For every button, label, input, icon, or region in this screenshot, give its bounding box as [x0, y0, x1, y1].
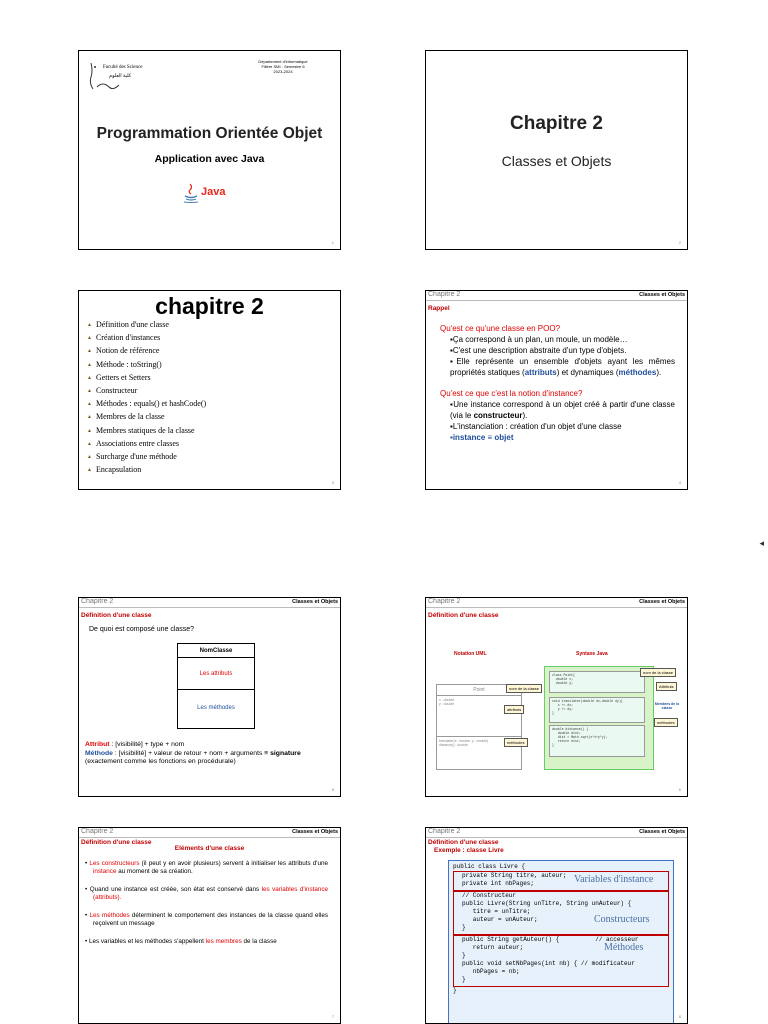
- arrow-left-icon: ◂: [759, 538, 764, 548]
- page-number: 5: [331, 787, 334, 792]
- uml-notation-label: Notation UML: [454, 651, 487, 657]
- slide-header: [426, 828, 687, 838]
- header-topic: Classes et Objets: [639, 829, 685, 835]
- bullet: ▪instance ≡ objet: [450, 433, 514, 442]
- method-label: Méthode: [85, 749, 113, 757]
- list-item: ▲ Associations entre classes: [87, 438, 206, 451]
- callout-attributes: attributs: [504, 705, 524, 714]
- annotation-constructors: Constructeurs: [594, 914, 650, 925]
- code-line: public Livre(String unTitre, String unAuteur) {: [462, 900, 632, 907]
- instance-variables-group: [453, 871, 669, 891]
- java-syntax-label: Syntaxe Java: [576, 651, 608, 657]
- bullet: ▪Ça correspond à un plan, un moule, un modèle…: [450, 335, 628, 344]
- uml-attributes: Les attributs: [178, 658, 254, 690]
- code-line: nbPages = nb;: [462, 968, 520, 975]
- code-line: public String getAuteur() { // accesseur: [462, 936, 639, 943]
- page-number: 7: [331, 1014, 334, 1019]
- slide-7: [78, 827, 341, 1024]
- bullet-text: ▪Elle représente un ensemble d'objets ayant les mêmes propriétés statiques (: [450, 357, 675, 377]
- callout-methods: méthodes: [504, 738, 528, 747]
- methods-group: [453, 935, 669, 987]
- list-item: ▲ Méthodes : equals() et hashCode(): [87, 398, 206, 411]
- slide-2: [425, 50, 688, 250]
- dept-line: Filière SMI - Semestre 6: [261, 64, 305, 69]
- outline-list: [87, 319, 206, 477]
- department-info: [238, 59, 328, 74]
- attribute-definition: [85, 741, 334, 750]
- paragraph: • Les constructeurs (il peut y en avoir plusieurs) servent à initialiser les attributs d'une instance au moment de sa création.: [85, 860, 328, 875]
- code-line: auteur = unAuteur;: [462, 916, 538, 923]
- header-topic: Classes et Objets: [292, 829, 338, 835]
- faculty-name: Faculté des Science: [103, 65, 143, 70]
- outline-title: chapitre 2: [155, 293, 264, 319]
- uml-methods: Les méthodes: [197, 705, 235, 711]
- paragraph-text: Quand une instance est créée, son état est conservé dans: [89, 886, 262, 893]
- keyword-attributs: attributs: [524, 368, 557, 377]
- code-line: private String titre, auteur;: [462, 872, 567, 879]
- faculty-name-arabic: كلية العلوم: [109, 74, 132, 79]
- slide-4: [425, 290, 688, 490]
- definition-text: [85, 741, 334, 767]
- list-item: ▲ Membres de la classe: [87, 411, 206, 424]
- header-chapter: Chapitre 2: [81, 828, 114, 835]
- annotation-methods: Méthodes: [604, 942, 644, 953]
- uml-class-name: NomClasse: [178, 644, 254, 658]
- section-title: Rappel: [428, 305, 450, 312]
- bullet-text: ▪Une instance correspond à un objet créé à partir d'une classe (via le: [450, 400, 675, 420]
- java-logo-text: Java: [201, 186, 226, 198]
- code-closing: }: [453, 987, 457, 994]
- question: Qu'est ce qu'une classe en POO?: [440, 324, 561, 333]
- callout-class-name-java: nom de la classe: [640, 668, 676, 677]
- list-item: ▲ Membres statiques de la classe: [87, 425, 206, 438]
- paragraph: • Les variables et les méthodes s'appellent les membres de la classe: [85, 938, 277, 945]
- highlight: les variables d'instance (attributs).: [93, 886, 328, 901]
- slide-header: [79, 598, 340, 608]
- highlight: les membres: [205, 938, 242, 945]
- course-subtitle: Application avec Java: [154, 153, 265, 165]
- list-item: ▲ Notion de référence: [87, 345, 206, 358]
- code-line: return auteur;: [462, 944, 524, 951]
- callout-members: Membres de la classe: [654, 702, 680, 710]
- dept-line: Département d'informatique: [258, 59, 308, 64]
- signature-keyword: signature: [270, 749, 301, 757]
- section-title: Définition d'une classe: [81, 612, 152, 619]
- code-line: }: [462, 952, 466, 959]
- code-line: public void setNbPages(int nb) { // modificateur: [462, 960, 635, 967]
- header-topic: Classes et Objets: [639, 292, 685, 298]
- highlight: instance: [93, 868, 117, 875]
- question: De quoi est composé une classe?: [89, 626, 195, 633]
- keyword-constructeur: constructeur: [473, 411, 523, 420]
- attribute-text: : [visibilité] + type + nom: [109, 741, 185, 748]
- code-line: private int nbPages;: [462, 880, 535, 887]
- java-logo: [183, 181, 243, 205]
- constructors-group: [453, 891, 669, 935]
- slide-body: [85, 860, 328, 956]
- chapter-subtitle: Classes et Objets: [501, 153, 612, 169]
- chapter-title: Chapitre 2: [510, 113, 603, 134]
- page-number: 3: [331, 480, 334, 485]
- bullet: [440, 356, 675, 378]
- page-number: 4: [678, 480, 681, 485]
- java-cup-icon: [183, 183, 199, 203]
- question: Qu'est ce que c'est la notion d'instance?: [440, 389, 583, 398]
- keyword-methodes: méthodes: [618, 368, 657, 377]
- paragraph: • Quand une instance est créée, son état est conservé dans les variables d'instance (attributs).: [85, 886, 328, 901]
- callout-methods-java: méthodes: [654, 718, 678, 727]
- section-title: Définition d'une classe: [81, 839, 152, 846]
- method-note: (exactement comme les fonctions en procédurale): [85, 758, 236, 766]
- list-item: ▲ Surcharge d'une méthode: [87, 451, 206, 464]
- list-item: ▲ Encapsulation: [87, 464, 206, 477]
- list-item: ▲ Définition d'une classe: [87, 319, 206, 332]
- list-item: ▲ Constructeur: [87, 385, 206, 398]
- section-title: Définition d'une classe: [428, 839, 499, 846]
- code-class-decl: public class Livre {: [453, 863, 526, 870]
- slide-header: [426, 291, 687, 301]
- slide-1: [78, 50, 341, 250]
- header-chapter: Chapitre 2: [81, 598, 114, 605]
- example-title: Exemple : classe Livre: [434, 847, 504, 854]
- callout-attributes-java: Attributs: [656, 682, 677, 691]
- bullet: [440, 399, 675, 421]
- bullet-text: ) et dynamiques (: [556, 368, 619, 377]
- code-line: titre = unTitre;: [462, 908, 531, 915]
- annotation-variables: Variables d'instance: [574, 874, 654, 885]
- highlight: Les méthodes: [89, 912, 130, 919]
- bullet-text: ).: [656, 368, 662, 377]
- java-code-panel: [544, 666, 654, 770]
- code-block: [448, 860, 674, 1024]
- list-item: ▲ Création d'instances: [87, 332, 206, 345]
- method-definition: [85, 750, 334, 759]
- course-title: Programmation Orientée Objet: [96, 125, 323, 142]
- header-chapter: Chapitre 2: [428, 291, 461, 298]
- header-topic: Classes et Objets: [639, 599, 685, 605]
- paragraph-text: Les variables et les méthodes s'appellent: [88, 938, 206, 945]
- code-line: }: [462, 976, 466, 983]
- highlight: Les constructeurs: [89, 860, 140, 867]
- uml-point-class: [436, 684, 522, 770]
- slide-header: [79, 828, 340, 838]
- code-distance: double distance() { double dist; dist = Math.sqrt(x*x+y*y); return dist; }: [549, 725, 645, 757]
- list-item: ▲ Méthode : toString(): [87, 359, 206, 372]
- slide-8: [425, 827, 688, 1024]
- bullet: ▪L'instanciation : création d'un objet d'une classe: [450, 422, 622, 431]
- paragraph-text: de la classe: [241, 938, 277, 945]
- paragraph: • Les méthodes déterminent le comportement des instances de la classe quand elles reçoivent un message: [85, 912, 328, 927]
- uml-methods: translater(x : double, y : double) distance() : double: [439, 739, 489, 747]
- header-chapter: Chapitre 2: [428, 828, 461, 835]
- code-class-header: class Point{ double x; double y;: [549, 671, 645, 693]
- slide-5: [78, 597, 341, 797]
- slide-body: [440, 323, 675, 443]
- paragraph-text: déterminent le comportement des instances de la classe quand elles reçoivent un message: [93, 912, 328, 927]
- slide-header: [426, 598, 687, 608]
- page-number: 8: [678, 1014, 681, 1019]
- code-line: // Constructeur: [462, 892, 517, 899]
- code-line: }: [462, 924, 466, 931]
- uml-class-box: [177, 643, 255, 729]
- bullet-text: ).: [522, 411, 528, 420]
- slide-6: [425, 597, 688, 797]
- bullet: ▪C'est une description abstraite d'un type d'objets.: [450, 346, 627, 355]
- uml-attributes: x : double y : double: [437, 696, 521, 737]
- page-number: 6: [678, 787, 681, 792]
- header-topic: Classes et Objets: [292, 599, 338, 605]
- slide-3: [78, 290, 341, 490]
- list-item: ▲ Getters et Setters: [87, 372, 206, 385]
- code-translater: void translater(double dx,double dy){ x += dx; y += dy; }: [549, 697, 645, 723]
- dept-line: 2023-2024: [273, 69, 293, 74]
- section-title: Définition d'une classe: [428, 612, 499, 619]
- attribute-label: Attribut: [85, 741, 110, 748]
- method-text: : [visibilité] + valeur de retour + nom + arguments ≡: [112, 749, 271, 757]
- callout-class-name: nom de la classe: [506, 684, 542, 693]
- page-number: 1: [331, 240, 334, 245]
- section-subtitle: Eléments d'une classe: [174, 845, 245, 852]
- uml-class-name: Point: [437, 685, 521, 696]
- header-chapter: Chapitre 2: [428, 598, 461, 605]
- paragraph-text: (il peut y en avoir plusieurs) servent à initialiser les attributs d'une: [139, 860, 328, 867]
- page-number: 2: [678, 240, 681, 245]
- paragraph-text: au moment de sa création.: [116, 868, 193, 875]
